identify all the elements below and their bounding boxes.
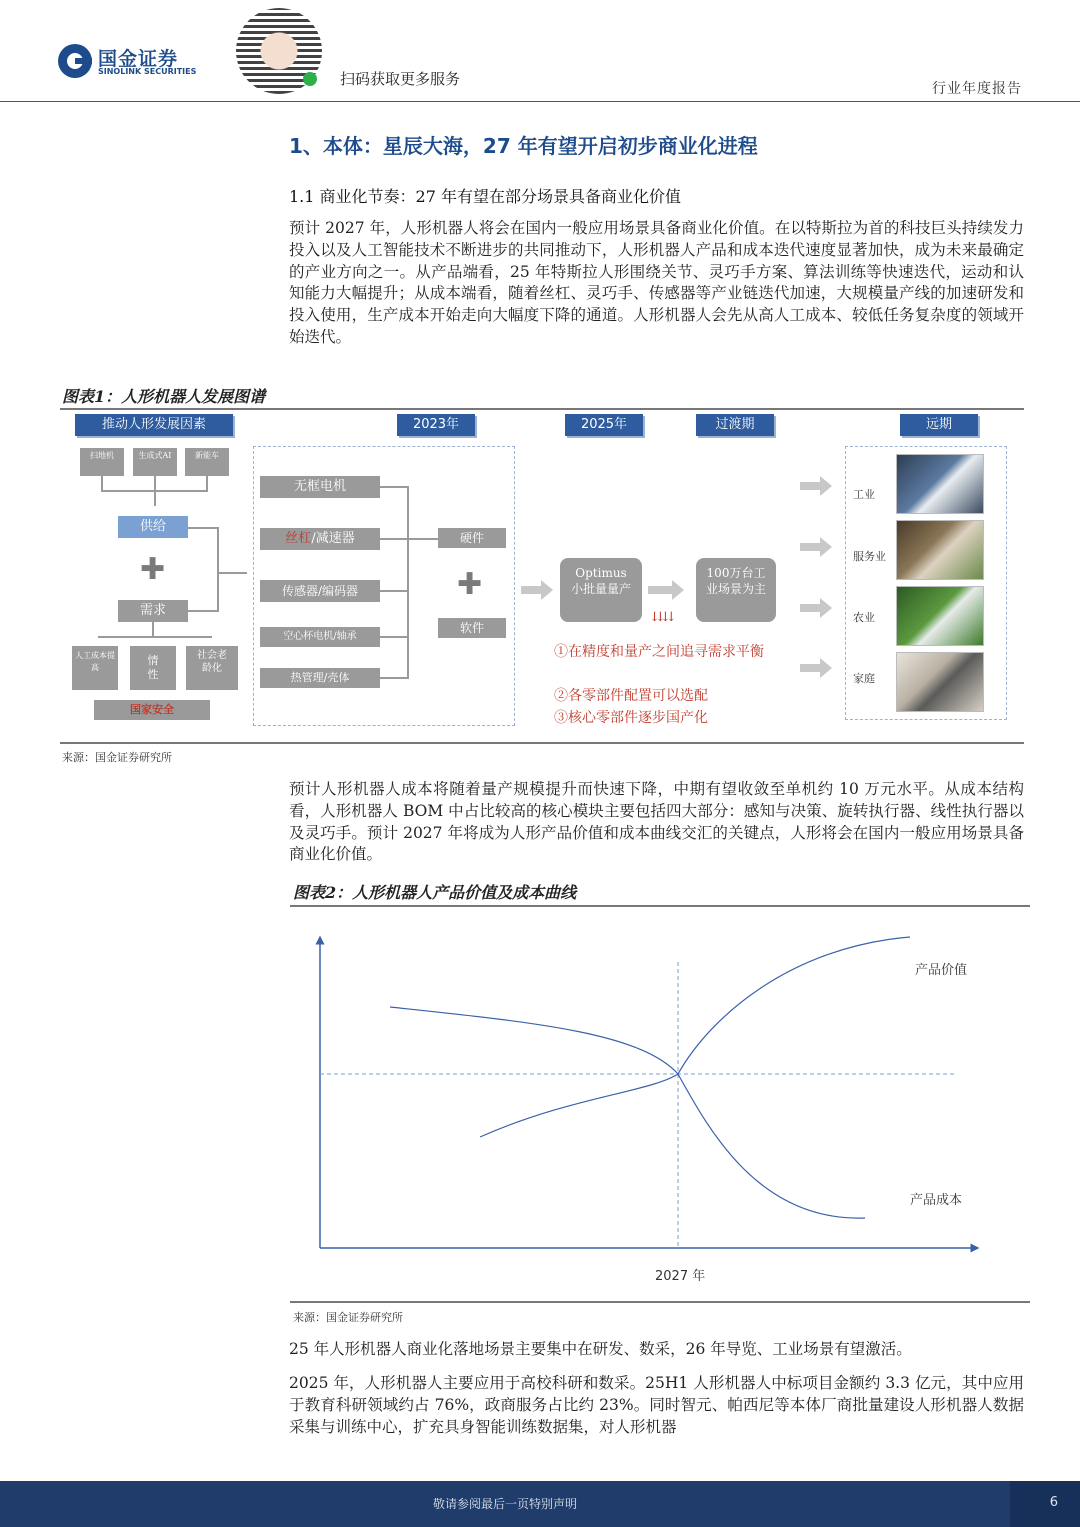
figure1-source: 来源：国金证券研究所 bbox=[62, 751, 172, 764]
connector bbox=[408, 538, 438, 540]
arrow-icon bbox=[800, 543, 820, 551]
industry-robot-image bbox=[896, 454, 984, 514]
component-coreless-motor: 空心杯电机/轴承 bbox=[260, 627, 380, 647]
arrow-icon bbox=[521, 586, 541, 594]
sector-industry: 工业 bbox=[853, 488, 875, 501]
arrow-icon bbox=[541, 580, 553, 600]
demand-input-sentiment: 情性 bbox=[130, 646, 176, 690]
connector bbox=[101, 490, 208, 492]
connector bbox=[407, 486, 409, 679]
sector-household: 家庭 bbox=[853, 672, 875, 685]
arrow-icon bbox=[800, 604, 820, 612]
connector bbox=[217, 572, 247, 574]
plus-icon: ✚ bbox=[140, 552, 166, 587]
figure2-top-rule bbox=[290, 905, 1030, 907]
wechat-badge-icon bbox=[303, 72, 317, 86]
arrow-icon bbox=[820, 476, 832, 496]
page-footer bbox=[0, 1481, 1080, 1527]
service-robot-image bbox=[896, 520, 984, 580]
connector bbox=[188, 610, 218, 612]
connector bbox=[188, 527, 218, 529]
header-transition: 过渡期 bbox=[696, 414, 774, 436]
value-curve-label: 产品价值 bbox=[915, 963, 968, 978]
scan-prompt: 扫码获取更多服务 bbox=[340, 70, 461, 88]
connector bbox=[380, 538, 408, 540]
component-screw-reducer bbox=[260, 528, 380, 550]
note-1: ①在精度和量产之间追寻需求平衡 bbox=[554, 644, 764, 660]
paragraph-2: 预计人形机器人成本将随着量产规模提升而快速下降，中期有望收敛至单机约 10 万元水平。从成本结构看，人形机器人 BOM 中占比较高的核心模块主要包括四大部分：感知与决策、旋转执行器、线性执行器以及灵巧手。预计 2027 年将成为人形产品价值和成本曲线交汇的关键点，人形将会在国内一般应用场景具备商业化价值。 bbox=[289, 780, 1024, 864]
header-long-term: 远期 bbox=[900, 414, 978, 436]
demand-box: 需求 bbox=[118, 600, 188, 622]
product-value-curve bbox=[480, 937, 910, 1137]
section-title: 1、本体：星辰大海，27 年有望开启初步商业化进程 bbox=[289, 134, 758, 158]
figure1-bottom-rule bbox=[60, 742, 1024, 744]
factory-box: 100万台工业场景为主 bbox=[696, 558, 776, 622]
connector bbox=[380, 677, 408, 679]
component-frameless-motor: 无框电机 bbox=[260, 476, 380, 498]
company-logo bbox=[58, 44, 218, 84]
page-number-box bbox=[1010, 1481, 1080, 1527]
down-arrows-icon: ⇊⇊ bbox=[652, 610, 674, 625]
component-sensor-encoder: 传感器/编码器 bbox=[260, 580, 380, 602]
footer-disclaimer: 敬请参阅最后一页特别声明 bbox=[432, 1497, 577, 1511]
optimus-box: Optimus小批量量产 bbox=[560, 558, 642, 622]
connector bbox=[206, 476, 208, 490]
header-2023: 2023年 bbox=[397, 414, 475, 436]
demand-input-labor-cost: 人工成本提高 bbox=[72, 646, 118, 690]
paragraph-1: 预计 2027 年，人形机器人将会在国内一般应用场景具备商业化价值。在以特斯拉为首的科技巨头持续发力投入以及人工智能技术不断进步的共同推动下，人形机器人产品和成本迭代速度显著加快，成为未来最确定的产业方向之一。从产品端看，25 年特斯拉人形围绕关节、灵巧手方案、算法训练等快速迭代，运动和认知能力大幅提升；从成本端看，随着丝杠、灵巧手、传感器等产业链迭代加速，大规模量产线的加速研发和投入使用，生产成本开始走向大幅度下降的通道。人形机器人会先从高人工成本、较低任务复杂度的领域开始迭代。 bbox=[289, 219, 1024, 346]
arrow-icon bbox=[800, 664, 820, 672]
header-2025: 2025年 bbox=[565, 414, 643, 436]
arrow-icon bbox=[648, 586, 672, 594]
page-header bbox=[0, 0, 1080, 102]
figure2-bottom-rule bbox=[290, 1301, 1030, 1303]
supply-input-sweeper: 扫地机 bbox=[80, 448, 124, 476]
national-security-box: 国家安全 bbox=[94, 700, 210, 720]
connector bbox=[217, 527, 219, 612]
logo-english-name: SINOLINK SECURITIES bbox=[98, 67, 197, 76]
agriculture-robot-image bbox=[896, 586, 984, 646]
supply-input-genai: 生成式AI bbox=[133, 448, 177, 476]
page-number: 6 bbox=[1049, 1495, 1058, 1510]
figure2-source: 来源：国金证券研究所 bbox=[293, 1311, 403, 1324]
sector-service: 服务业 bbox=[853, 550, 886, 563]
logo-mark-icon bbox=[58, 44, 92, 78]
highlight-screw: 丝杠 bbox=[285, 531, 312, 546]
note-3: ③核心零部件逐步国产化 bbox=[554, 710, 708, 726]
supply-input-nev: 新能车 bbox=[185, 448, 229, 476]
demand-input-aging: 社会老龄化 bbox=[186, 646, 238, 690]
hardware-box: 硬件 bbox=[438, 528, 506, 548]
software-box: 软件 bbox=[438, 618, 506, 638]
paragraph-3: 25 年人形机器人商业化落地场景主要集中在研发、数采，26 年导览、工业场景有望激活。 bbox=[289, 1340, 912, 1358]
header-driving-factors: 推动人形发展因素 bbox=[75, 414, 233, 436]
arrow-icon bbox=[820, 598, 832, 618]
logo-chinese-name: 国金证券 bbox=[98, 48, 179, 70]
connector bbox=[380, 486, 408, 488]
connector bbox=[101, 476, 103, 490]
paragraph-4: 2025 年，人形机器人主要应用于高校科研和数采。25H1 人形机器人中标项目金额约 3.3 亿元，其中应用于教育科研领域约占 76%，政商服务占比约 23%。同时智元、帕西尼等本体厂商批量建设人形机器人数据采集与训练中心，扩充具身智能训练数据集，对人形机器 bbox=[289, 1374, 1024, 1436]
connector bbox=[380, 590, 408, 592]
figure1-diagram bbox=[60, 410, 1025, 740]
report-type: 行业年度报告 bbox=[932, 81, 1022, 97]
note-2: ②各零部件配置可以选配 bbox=[554, 688, 708, 704]
component-thermal-housing: 热管理/壳体 bbox=[260, 668, 380, 688]
subsection-title: 1.1 商业化节奏：27 年有望在部分场景具备商业化价值 bbox=[289, 187, 681, 206]
figure2-chart bbox=[290, 912, 1030, 1297]
cost-curve-label: 产品成本 bbox=[910, 1193, 963, 1208]
connector bbox=[98, 636, 212, 638]
arrow-icon bbox=[820, 658, 832, 678]
connector bbox=[380, 636, 408, 638]
product-cost-curve bbox=[390, 1007, 865, 1218]
figure1-title: 图表1：人形机器人发展图谱 bbox=[62, 387, 266, 406]
sector-agriculture: 农业 bbox=[853, 611, 875, 624]
arrow-icon bbox=[800, 482, 820, 490]
arrow-icon bbox=[672, 580, 684, 600]
plus-icon: ✚ bbox=[457, 567, 483, 602]
arrow-icon bbox=[820, 537, 832, 557]
supply-box: 供给 bbox=[118, 516, 188, 538]
household-robot-image bbox=[896, 652, 984, 712]
figure2-title: 图表2：人形机器人产品价值及成本曲线 bbox=[293, 883, 577, 902]
x-axis-label: 2027 年 bbox=[655, 1269, 706, 1284]
component-screw-reducer-rest: /减速器 bbox=[311, 531, 355, 546]
